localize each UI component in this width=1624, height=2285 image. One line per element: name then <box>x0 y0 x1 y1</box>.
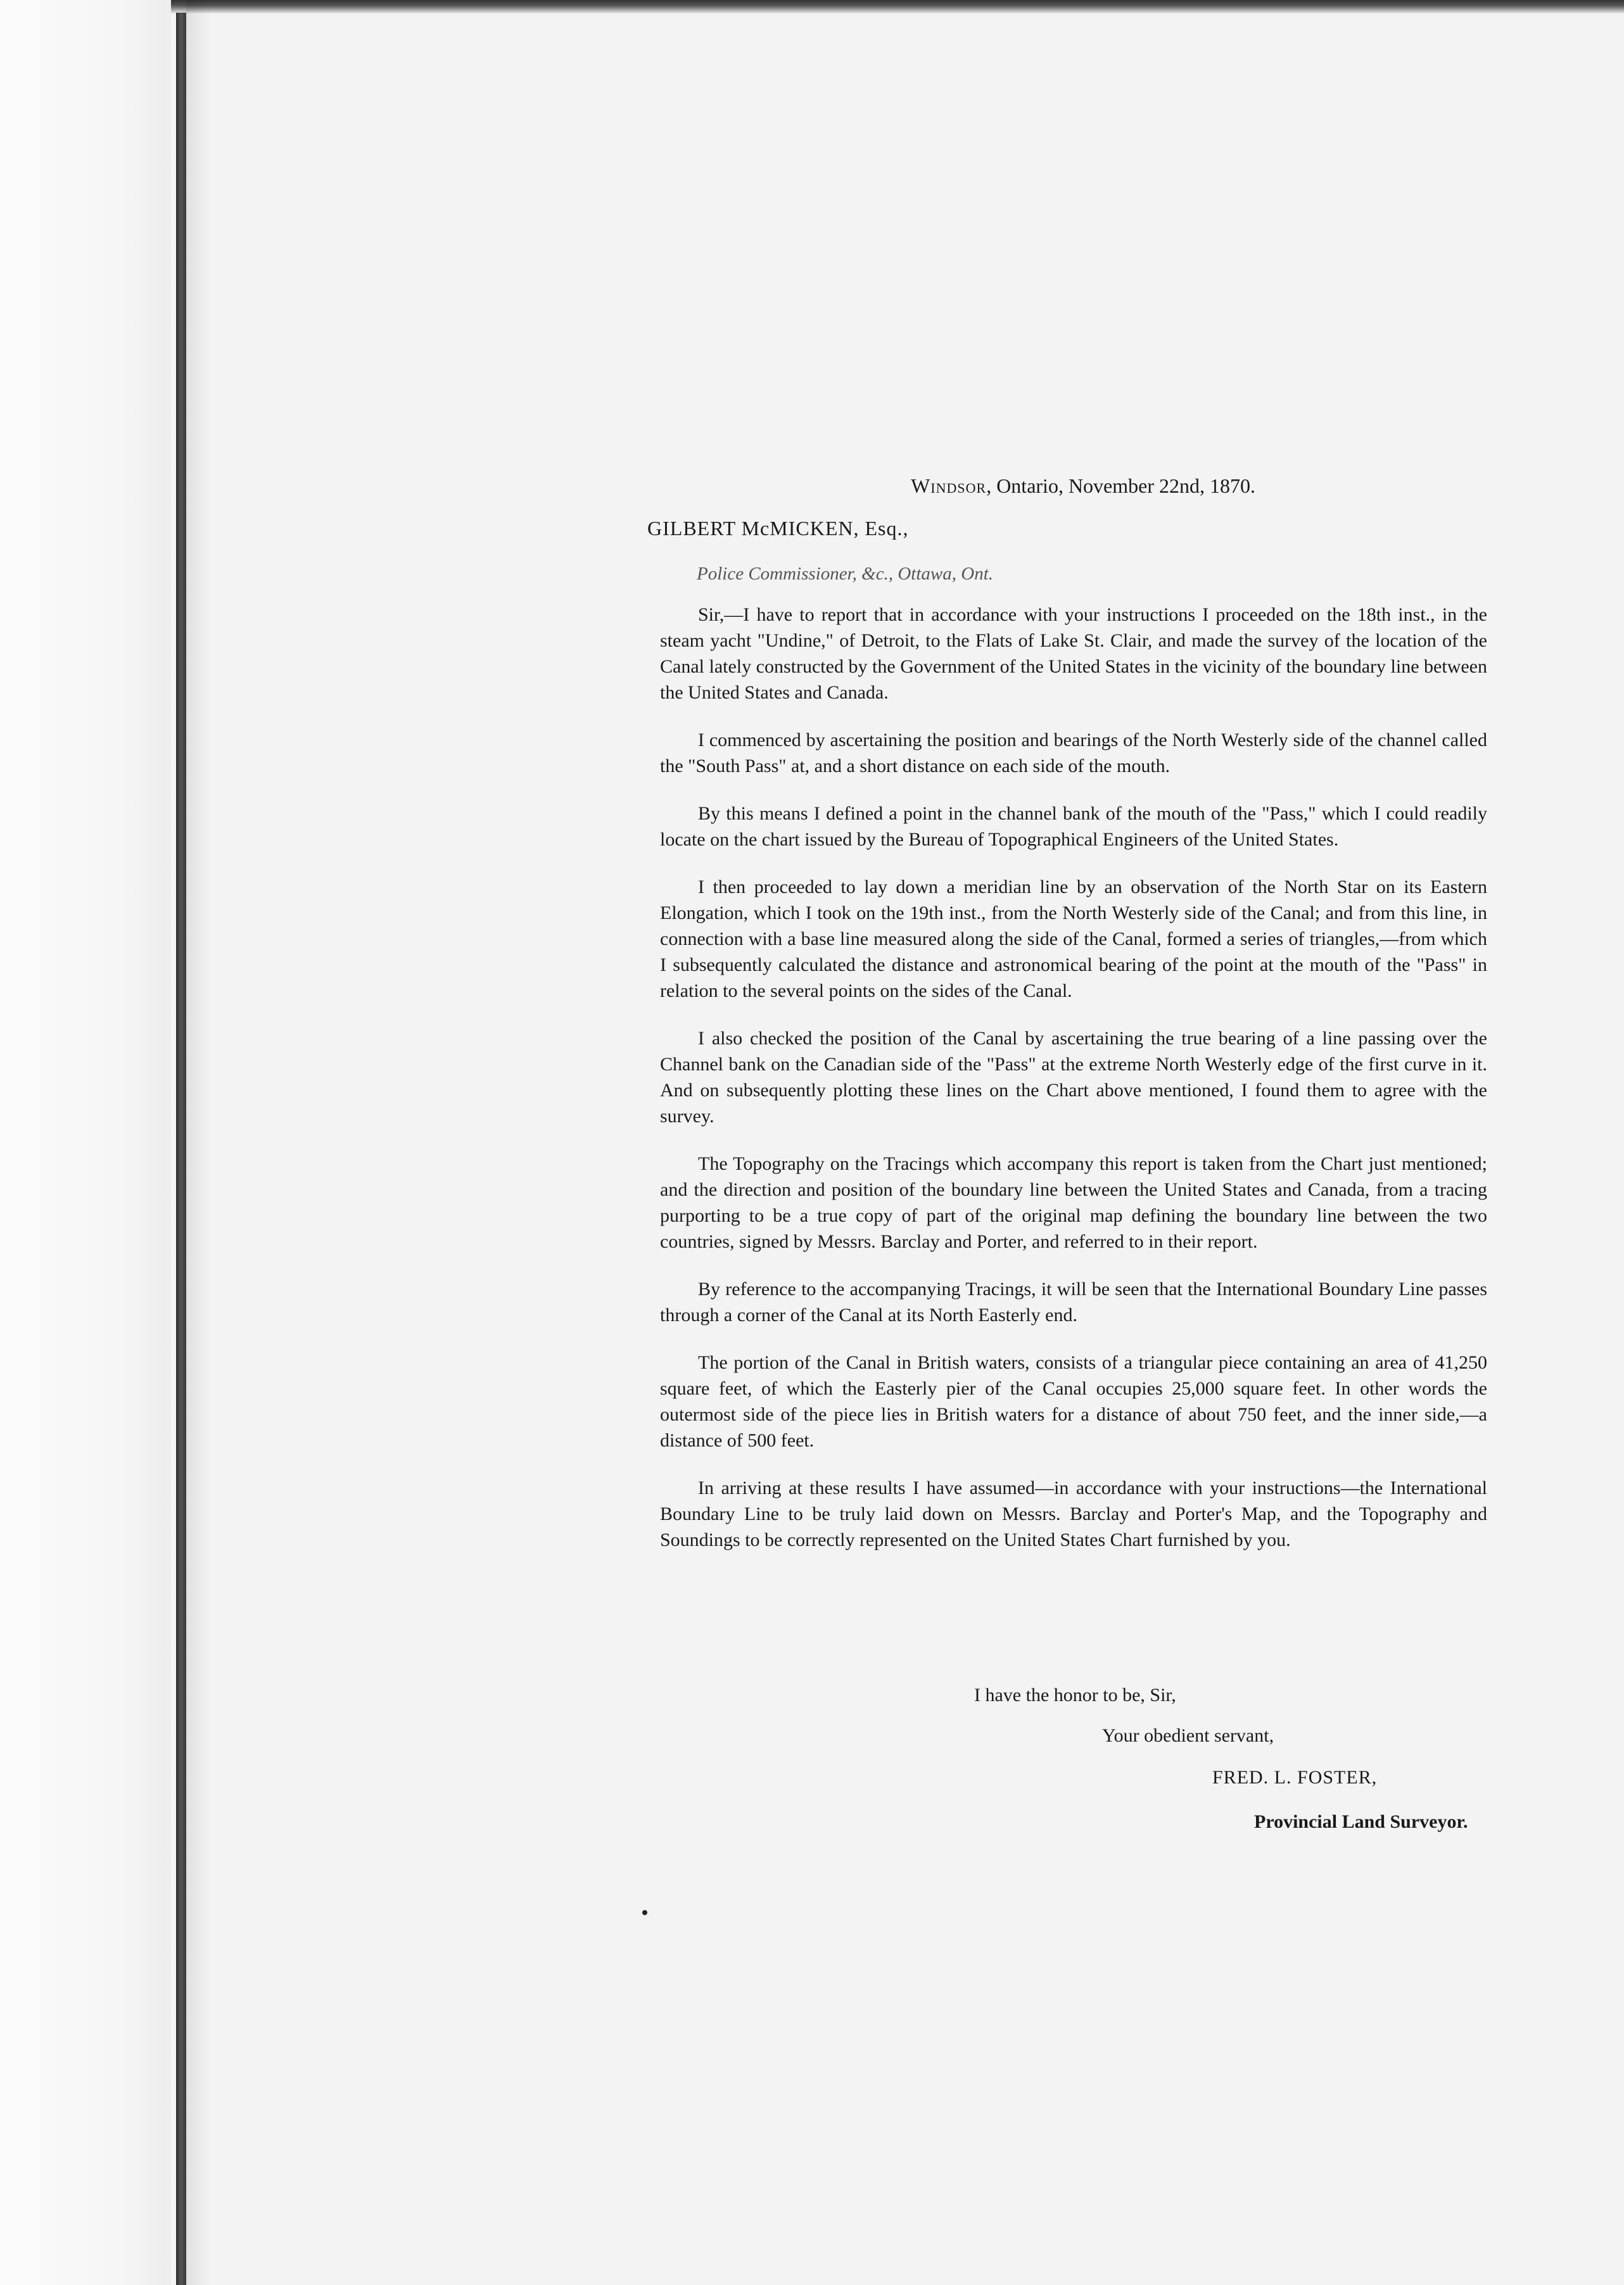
ink-speck <box>642 1910 647 1915</box>
paragraph: In arriving at these results I have assumed—in accordance with your instructions—the International Boundary Line to be truly laid down on Messrs. Barclay and Porter's Map, and the Topography and Soundings to be correctly represented on the United States Chart furnished by you. <box>660 1478 1487 1550</box>
facing-page-edge <box>0 0 171 2285</box>
letter-page <box>186 14 1624 2285</box>
scan-top-border <box>171 0 1624 14</box>
addressee-name: GILBERT McMICKEN, Esq., <box>647 517 909 540</box>
book-spine <box>176 13 186 2285</box>
dateline-date: , Ontario, November 22nd, 1870. <box>986 474 1255 497</box>
letter-body <box>660 602 1487 1574</box>
dateline-place: Windsor <box>911 474 987 497</box>
spine-shadow <box>186 0 212 2285</box>
closing-servant: Your obedient servant, <box>1102 1725 1274 1746</box>
paragraph: By this means I defined a point in the channel bank of the mouth of the "Pass," which I could readily locate on the chart issued by the Bureau of Topographical Engineers of the United States. <box>660 803 1487 850</box>
signer-title: Provincial Land Surveyor. <box>1254 1811 1468 1832</box>
paragraph: The portion of the Canal in British waters, consists of a triangular piece containing an area of 41,250 square feet, of which the Easterly pier of the Canal occupies 25,000 square feet. In other words the outermost side of the piece lies in British waters for a distance of about 750 feet, and the inner side,—a distance of 500 feet. <box>660 1352 1487 1451</box>
paragraph: I commenced by ascertaining the position and bearings of the North Westerly side of the channel called the "South Pass" at, and a short distance on each side of the mouth. <box>660 730 1487 776</box>
paragraph: The Topography on the Tracings which accompany this report is taken from the Chart just mentioned; and the direction and position of the boundary line between the United States and Canada, from a tracing purporting to be a true copy of part of the original map defining the boundary line between the two countries, signed by Messrs. Barclay and Porter, and referred to in their report. <box>660 1153 1487 1252</box>
paragraph: I also checked the position of the Canal by ascertaining the true bearing of a line passing over the Channel bank on the Canadian side of the "Pass" at the extreme North Westerly edge of the first curve in it. And on subsequently plotting these lines on the Chart above mentioned, I found them to agree with the survey. <box>660 1028 1487 1127</box>
paragraph: I then proceeded to lay down a meridian line by an observation of the North Star on its Eastern Elongation, which I took on the 19th inst., from the North Westerly side of the Canal; and from this line, in connection with a base line measured along the side of the Canal, formed a series of triangles,—from which I subsequently calculated the distance and astronomical bearing of the point at the mouth of the "Pass" in relation to the several points on the sides of the Canal. <box>660 877 1487 1001</box>
signature: FRED. L. FOSTER, <box>1212 1767 1378 1788</box>
closing-honor: I have the honor to be, Sir, <box>974 1685 1176 1706</box>
paragraph: By reference to the accompanying Tracings, it will be seen that the International Boundary Line passes through a corner of the Canal at its North Easterly end. <box>660 1279 1487 1326</box>
dateline <box>911 474 1255 498</box>
addressee-title: Police Commissioner, &c., Ottawa, Ont. <box>697 564 994 584</box>
paragraph: Sir,—I have to report that in accordance with your instructions I proceeded on the 18th inst., in the steam yacht "Undine," of Detroit, to the Flats of Lake St. Clair, and made the survey of the location of the Canal lately constructed by the Government of the United States in the vicinity of the boundary line between the United States and Canada. <box>660 604 1487 703</box>
